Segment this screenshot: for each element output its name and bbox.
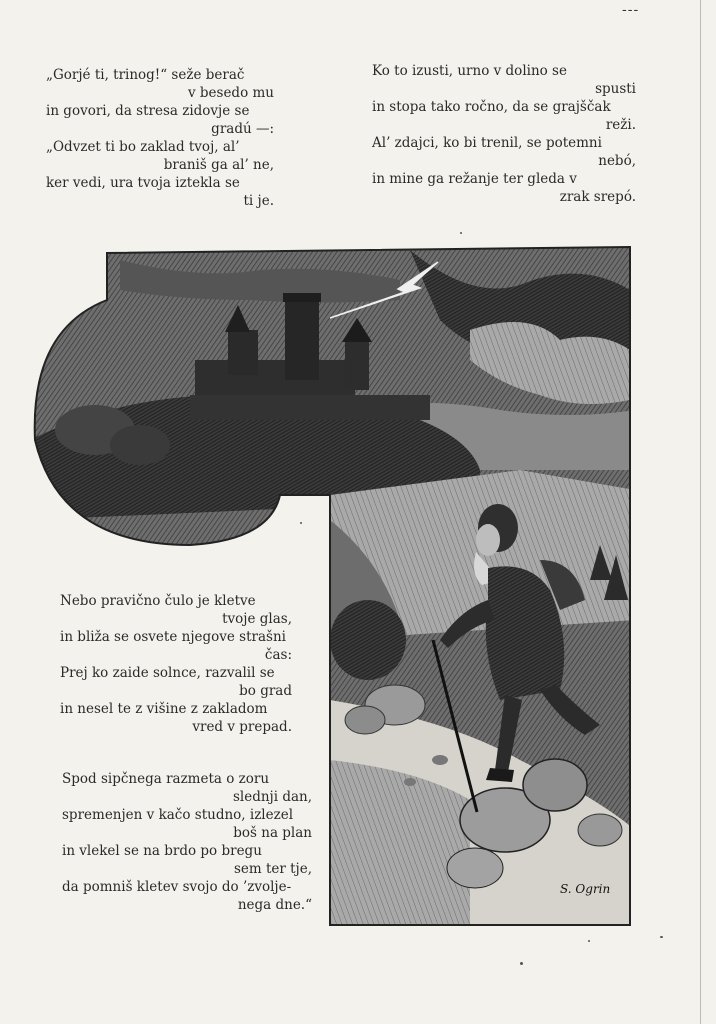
verse-line: spremenjen v kačo studno, izlezel [62, 807, 294, 823]
verse-line: reži. [605, 117, 636, 133]
verse-line: ti je. [243, 193, 274, 209]
verse-line: in nesel te z višine z zakladom [60, 701, 268, 717]
pebble [404, 778, 416, 786]
verse-line: nega dne.“ [237, 897, 312, 913]
page-mark: --- [622, 2, 640, 18]
print-speck [460, 232, 462, 234]
verse-line: Al’ zdajci, ko bi trenil, se potemni [372, 135, 602, 151]
verse-line: braniš ga al’ ne, [163, 157, 274, 173]
verse-line: ker vedi, ura tvoja iztekla se [46, 175, 240, 191]
verse-line: Spod sipčnega razmeta o zoru [62, 771, 270, 787]
boulder [447, 848, 503, 888]
verse-line: tvoje glas, [222, 611, 292, 627]
print-speck [660, 936, 663, 938]
verse-line: da pomniš kletev svojo do ’zvolje- [62, 879, 292, 895]
verse-line: in vlekel se na brdo po bregu [62, 843, 262, 859]
verse-line: in mine ga režanje ter gleda v [372, 171, 577, 187]
boulder [523, 759, 587, 811]
bush [110, 425, 170, 465]
boulder [578, 814, 622, 846]
verse-line: gradú —: [211, 121, 274, 137]
shrub [330, 600, 406, 680]
verse-line: „Gorjé ti, trinog!“ seže berač [46, 67, 245, 83]
boulder [345, 706, 385, 734]
print-speck [520, 962, 523, 965]
verse-line: sem ter tje, [233, 861, 312, 877]
artist-signature: S. Ogrin [560, 882, 611, 896]
verse-line: Prej ko zaide solnce, razvalil se [60, 665, 275, 681]
engraving-scene [30, 245, 635, 930]
verse-line: bo grad [239, 683, 292, 699]
verse-line: in govori, da stresa zidovje se [46, 103, 250, 119]
pebble [432, 755, 448, 765]
verse-line: zrak srepó. [559, 189, 636, 205]
verse-line: slednji dan, [232, 789, 312, 805]
verse-line: boš na plan [233, 825, 312, 841]
verse-line: in stopa tako ročno, da se grajščak [372, 99, 611, 115]
print-speck [588, 940, 590, 942]
verse-line: Ko to izusti, urno v dolino se [372, 63, 567, 79]
verse-line: čas: [264, 647, 292, 663]
verse-line: vred v prepad. [192, 719, 292, 735]
verse-line: spusti [595, 81, 636, 97]
verse-line: nebó, [598, 153, 636, 169]
print-speck [300, 522, 302, 524]
verse-line: Nebo pravično čulo je kletve [60, 593, 256, 609]
verse-line: „Odvzet ti bo zaklad tvoj, al’ [46, 139, 240, 155]
verse-line: v besedo mu [187, 85, 274, 101]
verse-line: in bliža se osvete njegove strašni [60, 629, 286, 645]
